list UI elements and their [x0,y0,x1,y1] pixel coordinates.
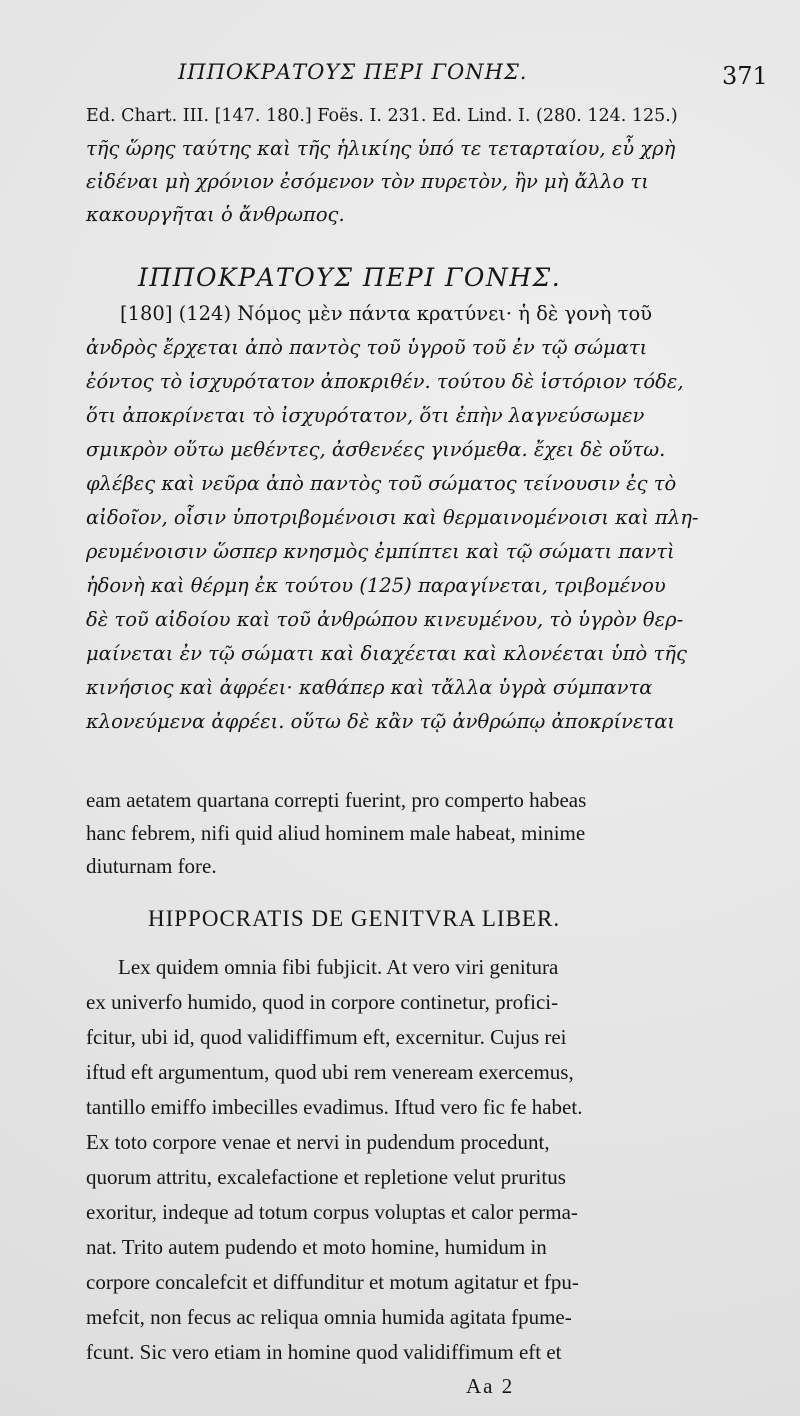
latin-body-line: Lex quidem omnia fibi fubjicit. At vero viri genitura [118,955,559,979]
running-head: ΙΠΠΟΚΡΑΤΟΥΣ ΠΕΡΙ ΓΟΝΗΣ. [178,60,528,84]
edition-reference: Ed. Chart. III. [147. 180.] Foës. I. 231. Ed. Lind. I. (280. 124. 125.) [86,106,678,126]
latin-section-title: HIPPOCRATIS DE GENITVRA LIBER. [148,906,561,931]
latin-body-line: ex univerfo humido, quod in corpore continetur, profici- [86,990,559,1014]
latin-body-line: nat. Trito autem pudendo et moto homine, humidum in [86,1235,547,1259]
latin-body-line: fcunt. Sic vero etiam in homine quod validiffimum eft et [86,1340,562,1364]
greek-body-line: ἀνδρὸς ἔρχεται ἀπὸ παντὸς τοῦ ὑγροῦ τοῦ ἐν τῷ σώματι [86,336,648,359]
greek-body-line: μαίνεται ἐν τῷ σώματι καὶ διαχέεται καὶ κλονέεται ὑπὸ τῆς [86,642,687,665]
greek-body-line: φλέβες καὶ νεῦρα ἀπὸ παντὸς τοῦ σώματος τείνουσιν ἐς τὸ [86,472,677,495]
signature-mark: Aa 2 [466,1374,515,1398]
latin-body-line: mefcit, non fecus ac reliqua omnia humida agitata fpume- [86,1305,572,1329]
latin-body-line: iftud eft argumentum, quod ubi rem veneream exercemus, [86,1060,574,1084]
greek-prev-line: εἰδέναι μὴ χρόνιον ἐσόμενον τὸν πυρετὸν, ἢν μὴ ἄλλο τι [86,170,649,193]
greek-prev-line: τῆς ὥρης ταύτης καὶ τῆς ἡλικίης ὑπό τε τεταρταίου, εὖ χρὴ [86,137,676,160]
greek-body-line: ἐόντος τὸ ἰσχυρότατον ἀποκριθέν. τούτου δὲ ἱστόριον τόδε, [86,370,684,393]
latin-prev-line: hanc febrem, nifi quid aliud hominem male habeat, minime [86,821,586,845]
greek-body-line: δὲ τοῦ αἰδοίου καὶ τοῦ ἀνθρώπου κινευμένου, τὸ ὑγρὸν θερ- [86,608,684,631]
latin-body-line: tantillo emiffo imbecilles evadimus. Iftud vero fic fe habet. [86,1095,583,1119]
latin-body-line: fcitur, ubi id, quod validiffimum eft, excernitur. Cujus rei [86,1025,567,1049]
greek-body-line: ὅτι ἀποκρίνεται τὸ ἰσχυρότατον, ὅτι ἐπὴν λαγνεύσωμεν [86,404,645,427]
latin-body-line: quorum attritu, excalefactione et repletione velut pruritus [86,1165,566,1189]
greek-body-line: [180] (124) Νόμος μὲν πάντα κρατύνει· ἡ δὲ γονὴ τοῦ [120,302,653,325]
latin-prev-line: eam aetatem quartana correpti fuerint, pro comperto habeas [86,788,587,812]
greek-section-title: ΙΠΠΟΚΡΑΤΟΥΣ ΠΕΡΙ ΓΟΝΗΣ. [138,263,562,292]
latin-body-line: Ex toto corpore venae et nervi in pudendum procedunt, [86,1130,550,1154]
page-number: 371 [722,62,768,90]
greek-body-line: αἰδοῖον, οἷσιν ὑποτριβομένοισι καὶ θερμαινομένοισι καὶ πλη- [86,506,699,529]
greek-body-line: σμικρὸν οὕτω μεθέντες, ἀσθενέες γινόμεθα. ἔχει δὲ οὕτω. [86,438,666,461]
latin-body-line: corpore concalefcit et diffunditur et motum agitatur et fpu- [86,1270,579,1294]
greek-body-line: ρευμένοισιν ὥσπερ κνησμὸς ἐμπίπτει καὶ τῷ σώματι παντὶ [86,540,675,563]
greek-body-line: κινήσιος καὶ ἀφρέει· καθάπερ καὶ τἄλλα ὑγρὰ σύμπαντα [86,676,653,699]
latin-body-line: exoritur, indeque ad totum corpus voluptas et calor perma- [86,1200,578,1224]
column-gap [86,735,736,775]
greek-body-line: ἡδονὴ καὶ θέρμη ἐκ τούτου (125) παραγίνεται, τριβομένου [86,574,666,597]
latin-prev-line: diuturnam fore. [86,854,217,878]
greek-body-line: κλονεύμενα ἀφρέει. οὕτω δὲ κἂν τῷ ἀνθρώπῳ ἀποκρίνεται [86,710,676,733]
greek-prev-line: κακουργῆται ὁ ἄνθρωπος. [86,203,345,226]
